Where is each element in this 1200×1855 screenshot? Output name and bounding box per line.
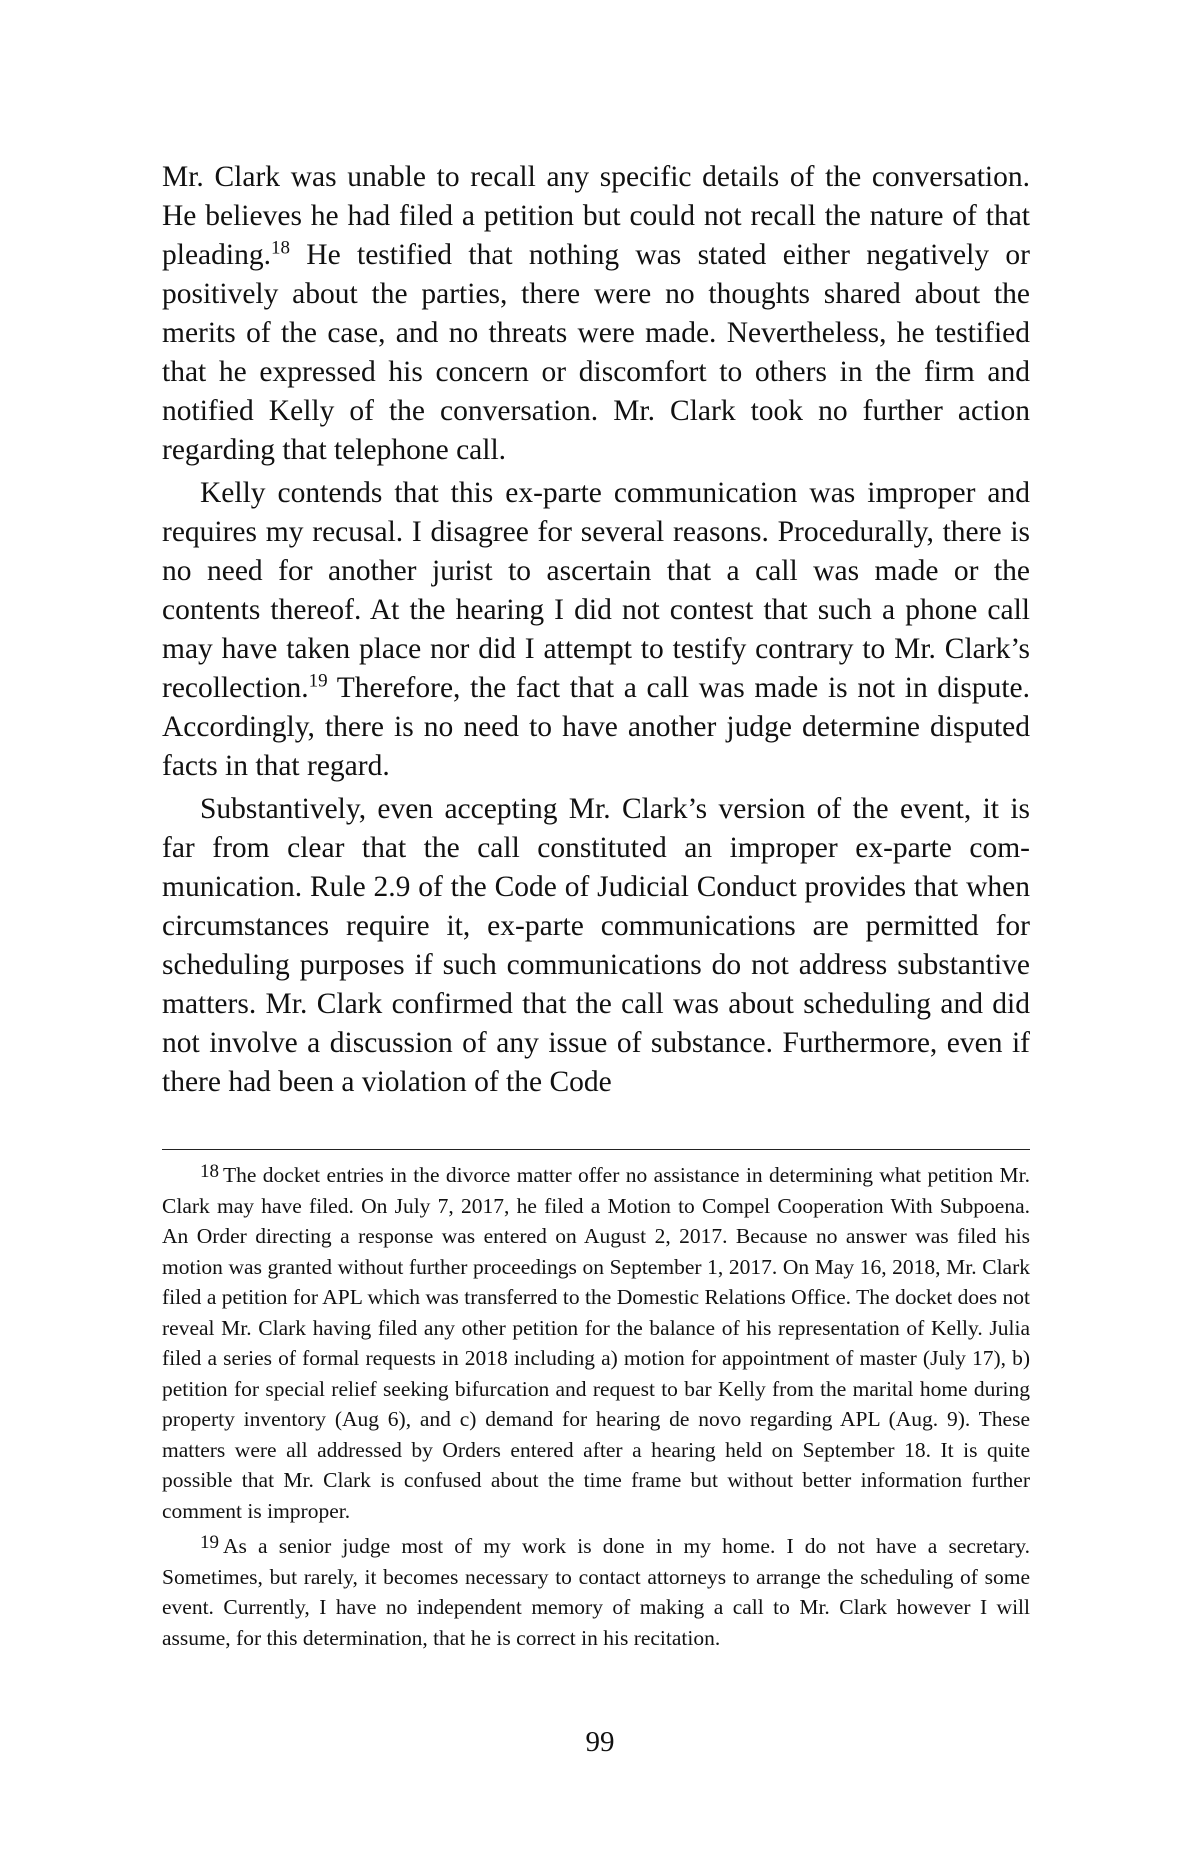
footnotes bbox=[162, 1160, 1030, 1653]
paragraph-2-text-b: Therefore, the fact that a call was made is not in dispute. Accordingly, there is no need to have another judge determine disputed facts in that regard. bbox=[162, 672, 1030, 782]
paragraph-2 bbox=[162, 474, 1030, 786]
paragraph-1-text-b: He testified that nothing was stated either negatively or positively about the parties, there were no thoughts shared about the merits of the case, and no threats were made. Nevertheless, he testified that he expressed his concern or discomfort to others in the firm and notified Kelly of the conversation. Mr. Clark took no further action regarding that telephone call. bbox=[162, 239, 1030, 466]
footnote-19 bbox=[162, 1531, 1030, 1653]
footnote-18 bbox=[162, 1160, 1030, 1526]
footnote-ref-19[interactable]: 19 bbox=[308, 670, 328, 692]
paragraph-1 bbox=[162, 158, 1030, 470]
footnote-number-18: 18 bbox=[200, 1160, 219, 1182]
footnote-19-text: As a senior judge most of my work is done in my home. I do not have a secretary. Sometimes, but rarely, it becomes necessary to contact attorneys to arrange the scheduling of some event. Currently, I have no independent memory of making a call to Mr. Clark however I will assume, for this determination, that he is correct in his recitation. bbox=[162, 1534, 1030, 1650]
footnote-18-text: The docket entries in the divorce matter offer no assistance in determining what petition Mr. Clark may have filed. On July 7, 2017, he filed a Motion to Compel Cooperation With Subpoena. An Order directing a response was entered on August 2, 2017. Because no answer was filed his motion was granted without further proceedings on September 1, 2017. On May 16, 2018, Mr. Clark filed a petition for APL which was transferred to the Domestic Relations Office. The docket does not reveal Mr. Clark having filed any other petition for the balance of his representation of Kelly. Julia filed a series of formal requests in 2018 including a) motion for appointment of master (July 17), b) petition for special relief seeking bifurcation and request to bar Kelly from the marital home during property inventory (Aug 6), and c) demand for hearing de novo regarding APL (Aug. 9). These matters were all addressed by Orders entered after a hearing held on September 18. It is quite possible that Mr. Clark is confused about the time frame but without better information further comment is improper. bbox=[162, 1163, 1030, 1523]
page-number: 99 bbox=[585, 1726, 615, 1758]
footnote-ref-18[interactable]: 18 bbox=[270, 237, 290, 259]
paragraph-1-text-a: Mr. Clark was unable to recall any specific details of the conversation. He believes he had filed a petition but could not recall the nature of that pleading. bbox=[162, 161, 1030, 271]
paragraph-3: Substantively, even accepting Mr. Clark’s version of the event, it is far from clear that the call constituted an improper ex-parte communication. Rule 2.9 of the Code of Judicial Conduct provides that when circumstances require it, ex-parte communications are permitted for scheduling purposes if such communications do not address substantive matters. Mr. Clark confirmed that the call was about scheduling and did not involve a discussion of any issue of substance. Furthermore, even if there had been a violation of the Code bbox=[162, 793, 1030, 1098]
paragraph-2-text-a: Kelly contends that this ex-parte communication was improper and requires my recusal. I disagree for several reasons. Procedurally, there is no need for another jurist to ascertain that a call was made or the contents thereof. At the hearing I did not contest that such a phone call may have taken place nor did I attempt to testify contrary to Mr. Clark’s recollection. bbox=[162, 477, 1030, 704]
footnote-divider bbox=[162, 1149, 1030, 1150]
footnote-number-19: 19 bbox=[200, 1531, 219, 1553]
main-text bbox=[162, 158, 1030, 1102]
